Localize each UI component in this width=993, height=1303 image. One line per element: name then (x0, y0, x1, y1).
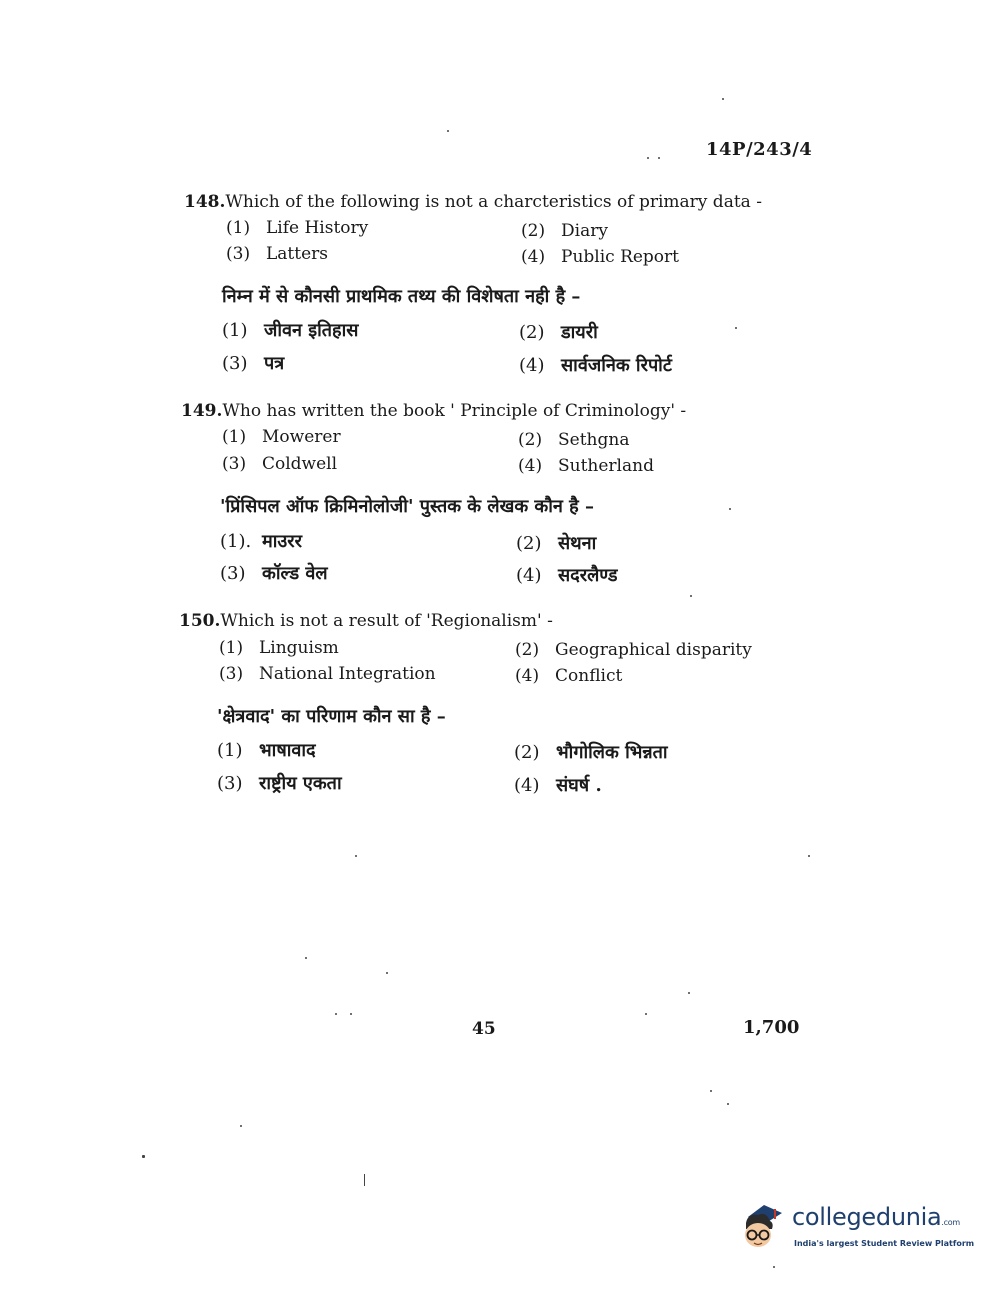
option-en: (3) National Integration (219, 664, 436, 684)
question-text: Which of the following is not a charcteristics of primary data - (225, 192, 762, 212)
question-text: Who has written the book ' Principle of Criminology' - (222, 401, 687, 421)
scan-mark (364, 1174, 365, 1186)
option-hi: (3) कॉल्ड वेल (220, 563, 328, 584)
option-en: (2) Diary (521, 221, 608, 241)
option-hi: (4) संघर्ष . (514, 775, 602, 796)
option-hi: (1) जीवन इतिहास (222, 320, 359, 341)
scan-speck (690, 595, 692, 597)
scan-speck (722, 98, 724, 100)
scan-speck (350, 1013, 352, 1015)
option-en: (2) Geographical disparity (515, 640, 752, 660)
option-hi: (2) डायरी (519, 322, 598, 343)
question-number: 149. (181, 401, 223, 421)
scan-speck (658, 157, 660, 159)
question-number: 148. (184, 192, 226, 212)
scan-speck (355, 855, 357, 857)
paper-code: 14P/243/4 (706, 139, 813, 160)
scan-speck (305, 957, 307, 959)
question-text: Which is not a result of 'Regionalism' - (220, 611, 553, 631)
scan-speck (710, 1090, 712, 1092)
brand-tagline: India's largest Student Review Platform (794, 1239, 975, 1248)
option-en: (3) Coldwell (222, 454, 338, 474)
question-text-en (179, 611, 553, 631)
scan-speck (335, 1013, 337, 1015)
scan-speck (447, 130, 449, 132)
option-hi: (2) सेथना (516, 533, 597, 554)
option-hi: (1) भाषावाद (217, 740, 316, 761)
scan-speck (142, 1155, 145, 1158)
option-en: (2) Sethgna (518, 430, 630, 450)
question-text-hi: 'प्रिंसिपल ऑफ क्रिमिनोलोजी' पुस्तक के लेखक कौन है – (220, 496, 594, 517)
question-text-en (181, 401, 686, 421)
option-hi: (4) सदरलैण्ड (516, 565, 618, 586)
option-en: (3) Latters (226, 244, 328, 264)
question-text-hi: 'क्षेत्रवाद' का परिणाम कौन सा है – (217, 706, 446, 727)
question-text-hi: निम्न में से कौनसी प्राथमिक तथ्य की विशेषता नही है – (222, 286, 581, 307)
option-en: (1) Life History (226, 218, 369, 238)
option-en: (1) Mowerer (222, 427, 341, 447)
scan-speck (727, 1103, 729, 1105)
scan-speck (645, 1013, 647, 1015)
page-number: 45 (472, 1019, 496, 1039)
scan-speck (773, 1266, 775, 1268)
question-count: 1,700 (743, 1017, 800, 1038)
option-en: (4) Sutherland (518, 456, 654, 476)
scan-speck (688, 992, 690, 994)
option-en: (1) Linguism (219, 638, 339, 658)
option-hi: (1). माउरर (220, 531, 303, 552)
collegedunia-logo (736, 1195, 975, 1255)
scan-speck (808, 855, 810, 857)
scan-speck (729, 508, 731, 510)
question-text-en (184, 192, 762, 212)
option-hi: (3) पत्र (222, 353, 285, 374)
student-mascot-icon (736, 1195, 792, 1255)
option-hi: (3) राष्ट्रीय एकता (217, 773, 342, 794)
option-hi: (4) सार्वजनिक रिपोर्ट (519, 355, 672, 376)
option-en: (4) Public Report (521, 247, 680, 267)
option-en: (4) Conflict (515, 666, 623, 686)
question-number: 150. (179, 611, 221, 631)
option-hi: (2) भौगोलिक भिन्नता (514, 742, 668, 763)
scan-speck (735, 327, 737, 329)
scan-speck (240, 1125, 242, 1127)
scan-speck (386, 972, 388, 974)
brand-name: collegedunia.com (792, 1203, 960, 1231)
scan-speck (647, 157, 649, 159)
